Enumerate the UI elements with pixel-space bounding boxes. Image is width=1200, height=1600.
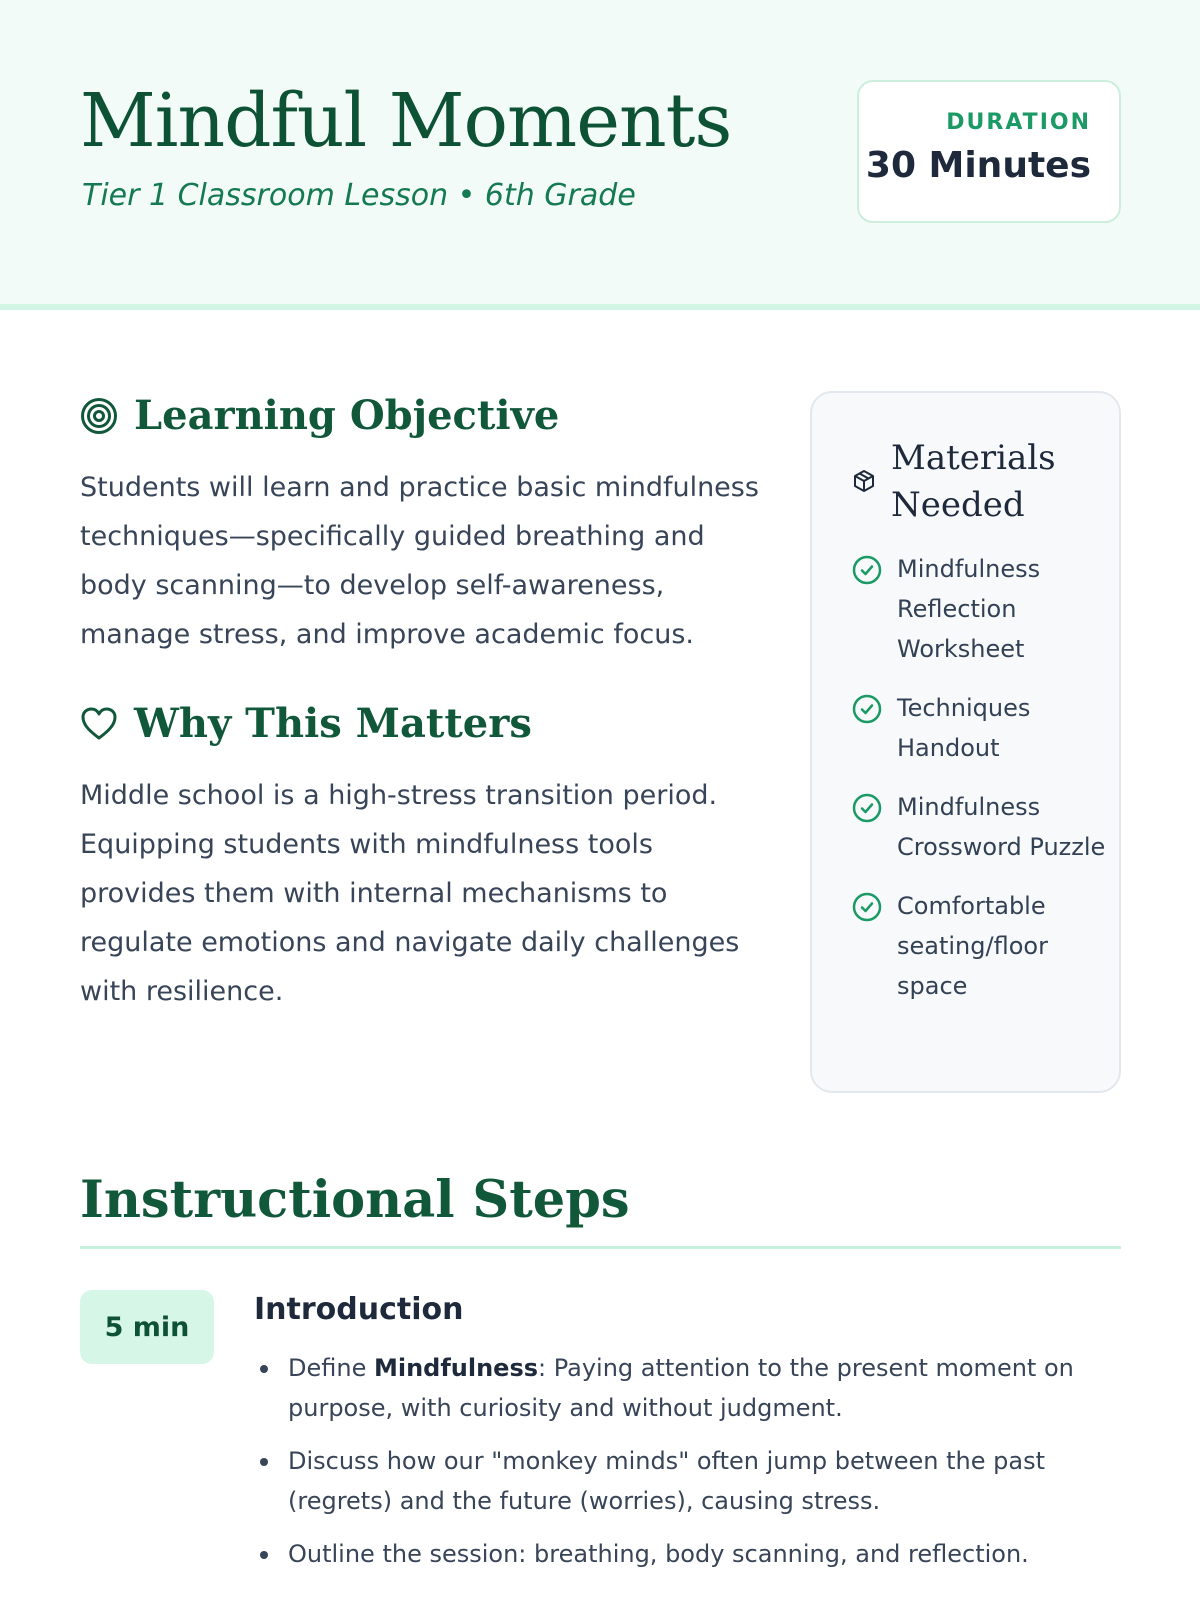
step-bullet-list xyxy=(258,1348,1098,1587)
duration-card xyxy=(857,80,1121,223)
materials-card xyxy=(810,391,1121,1093)
step-bullet-prefix: Define xyxy=(288,1354,374,1382)
duration-label: DURATION xyxy=(946,110,1091,135)
materials-title-line2: Needed xyxy=(891,485,1025,525)
materials-title-line1: Materials xyxy=(891,438,1056,478)
step-bullet xyxy=(258,1441,1098,1521)
why-heading-text: Why This Matters xyxy=(134,700,532,747)
step-bullet-text: Discuss how our "monkey minds" often jump between the past (regrets) and the future (worries), causing stress. xyxy=(288,1447,1045,1515)
step-bullet-text: Outline the session: breathing, body scanning, and reflection. xyxy=(288,1540,1029,1568)
why-heading xyxy=(80,700,532,747)
check-circle-icon xyxy=(852,793,882,823)
step-title: Introduction xyxy=(254,1292,463,1330)
materials-list xyxy=(852,549,1112,1025)
steps-divider xyxy=(80,1246,1121,1249)
lesson-subtitle: Tier 1 Classroom Lesson • 6th Grade xyxy=(82,178,636,213)
objective-text: Students will learn and practice basic mindfulness techniques—specifically guided breathing and body scanning—to develop self-awareness, manage stress, and improve academic focus. xyxy=(80,472,759,650)
target-icon xyxy=(80,397,118,435)
step-bullet-term: Mindfulness xyxy=(373,1354,539,1382)
objective-heading xyxy=(80,392,559,439)
duration-value: 30 Minutes xyxy=(865,145,1091,186)
step-bullet-text: : Paying attention to the present moment on purpose, with curiosity and without judgment. xyxy=(288,1354,1074,1422)
check-circle-icon xyxy=(852,694,882,724)
check-circle-icon xyxy=(852,892,882,922)
page-title: Mindful Moments xyxy=(80,78,732,164)
check-circle-icon xyxy=(852,555,882,585)
package-icon xyxy=(852,469,876,493)
materials-item xyxy=(852,549,1112,669)
step-bullet xyxy=(258,1348,1098,1428)
materials-title xyxy=(891,435,1056,529)
objective-heading-text: Learning Objective xyxy=(134,392,560,439)
steps-heading: Instructional Steps xyxy=(80,1170,630,1230)
why-text: Middle school is a high-stress transition period. Equipping students with mindfulness tools provides them with internal mechanisms to regulate emotions and navigate daily challenges with resilience. xyxy=(80,780,740,1007)
materials-item-label: Techniques Handout xyxy=(897,694,1031,762)
materials-item-label: Mindfulness Reflection Worksheet xyxy=(897,555,1041,663)
step-time-badge: 5 min xyxy=(80,1290,214,1364)
materials-item-label: Comfortable seating/floor space xyxy=(897,892,1048,1000)
materials-item-label: Mindfulness Crossword Puzzle xyxy=(897,793,1106,861)
materials-item xyxy=(852,886,1112,1006)
lesson-header xyxy=(0,0,1200,310)
step-bullet xyxy=(258,1534,1098,1574)
materials-item xyxy=(852,688,1112,768)
materials-item xyxy=(852,787,1112,867)
heart-icon xyxy=(80,706,118,742)
